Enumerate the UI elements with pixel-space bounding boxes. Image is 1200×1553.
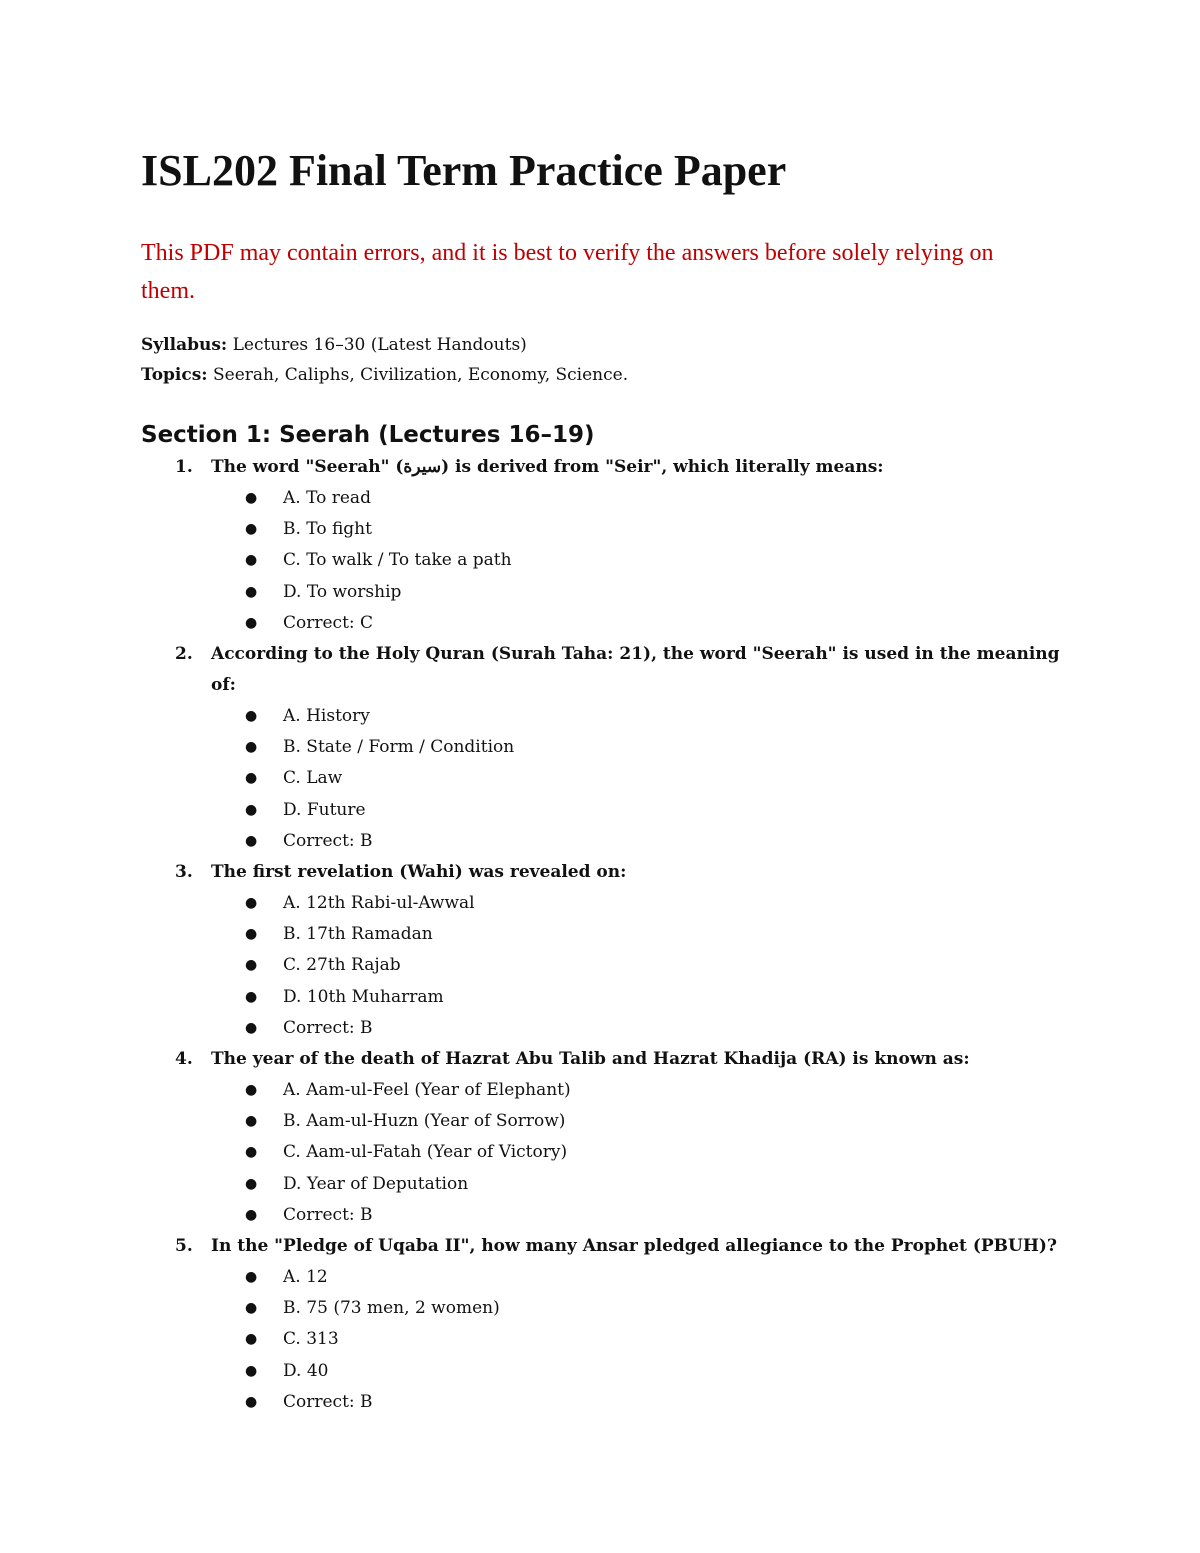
question-number: 5. [175, 1236, 193, 1257]
option-list [141, 888, 1061, 1044]
question-text: According to the Holy Quran (Surah Taha: 21), the word "Seerah" is used in the meaning of: [211, 644, 1060, 696]
syllabus-value: Lectures 16–30 (Latest Handouts) [227, 335, 527, 355]
bullet-icon: ● [245, 832, 258, 849]
option-item [141, 919, 1061, 950]
question-number: 4. [175, 1049, 193, 1070]
document-title: ISL202 Final Term Practice Paper [141, 146, 787, 195]
bullet-icon: ● [245, 521, 258, 538]
bullet-icon: ● [245, 490, 258, 506]
correct-answer-text: Correct: B [283, 830, 373, 851]
bullet-icon: ● [245, 895, 258, 912]
correct-answer [141, 1013, 1061, 1044]
option-text: C. Law [283, 768, 343, 789]
option-item [141, 1137, 1061, 1168]
bullet-icon: ● [245, 1206, 258, 1223]
bullet-icon: ● [245, 988, 258, 1005]
option-text: A. To read [283, 488, 371, 508]
option-item [141, 483, 1061, 514]
option-list [141, 1262, 1061, 1418]
option-text: D. 40 [283, 1360, 329, 1381]
correct-answer-text: Correct: B [283, 1204, 373, 1225]
question-item [141, 1044, 1061, 1231]
bullet-icon: ● [245, 926, 258, 943]
question-text: In the "Pledge of Uqaba II", how many Ansar pledged allegiance to the Prophet (PBUH)? [211, 1236, 1057, 1257]
option-item [141, 1324, 1061, 1355]
option-text: C. Aam-ul-Fatah (Year of Victory) [283, 1142, 568, 1163]
option-item [141, 950, 1061, 981]
bullet-icon: ● [245, 1269, 258, 1286]
option-text: A. 12 [283, 1267, 328, 1288]
bullet-icon: ● [245, 1175, 258, 1192]
question-item [141, 452, 1061, 639]
question-number: 1. [175, 457, 193, 477]
question-number: 3. [175, 862, 193, 883]
option-text: C. 27th Rajab [283, 955, 401, 976]
option-list [141, 701, 1061, 857]
option-text: D. To worship [283, 581, 402, 602]
question-text: The year of the death of Hazrat Abu Talib and Hazrat Khadija (RA) is known as: [211, 1049, 970, 1070]
question-number: 2. [175, 644, 193, 665]
option-text: B. 17th Ramadan [283, 924, 433, 945]
bullet-icon: ● [245, 739, 258, 756]
bullet-icon: ● [245, 801, 258, 818]
option-item [141, 982, 1061, 1013]
bullet-icon: ● [245, 957, 258, 974]
option-item [141, 795, 1061, 826]
syllabus-info [141, 330, 628, 390]
correct-answer [141, 1387, 1061, 1418]
bullet-icon: ● [245, 708, 258, 725]
option-item [141, 577, 1061, 608]
option-text: B. Aam-ul-Huzn (Year of Sorrow) [283, 1111, 566, 1132]
correct-answer [141, 826, 1061, 857]
option-item [141, 732, 1061, 763]
bullet-icon: ● [245, 1331, 258, 1348]
question-list [141, 452, 1061, 1418]
bullet-icon: ● [245, 1144, 258, 1161]
option-text: A. 12th Rabi-ul-Awwal [283, 893, 475, 914]
option-item [141, 1169, 1061, 1200]
bullet-icon: ● [245, 1362, 258, 1379]
option-text: B. State / Form / Condition [283, 737, 515, 758]
correct-answer-text: Correct: C [283, 612, 374, 633]
option-item [141, 701, 1061, 732]
option-list [141, 1075, 1061, 1231]
option-item [141, 888, 1061, 919]
correct-answer-text: Correct: B [283, 1391, 373, 1412]
error-disclaimer: This PDF may contain errors, and it is best to verify the answers before solely relying on them. [141, 240, 994, 304]
bullet-icon: ● [245, 552, 258, 569]
topics-line [141, 360, 628, 390]
syllabus-line [141, 330, 628, 360]
topics-value: Seerah, Caliphs, Civilization, Economy, Science. [207, 365, 629, 385]
topics-label: Topics: [141, 365, 208, 385]
option-text: A. History [283, 706, 370, 727]
option-text: D. Future [283, 799, 366, 820]
correct-answer [141, 1200, 1061, 1231]
bullet-icon: ● [245, 770, 258, 787]
option-text: A. Aam-ul-Feel (Year of Elephant) [283, 1080, 571, 1101]
option-text: B. To fight [283, 519, 372, 540]
correct-answer-text: Correct: B [283, 1017, 373, 1038]
option-item [141, 763, 1061, 794]
correct-answer [141, 608, 1061, 639]
bullet-icon: ● [245, 583, 258, 600]
option-item [141, 1356, 1061, 1387]
option-text: B. 75 (73 men, 2 women) [283, 1298, 500, 1319]
option-text: C. 313 [283, 1329, 339, 1350]
option-item [141, 514, 1061, 545]
section-title: Section 1: Seerah (Lectures 16–19) [141, 422, 595, 448]
bullet-icon: ● [245, 614, 258, 631]
question-item [141, 1231, 1061, 1418]
option-item [141, 1075, 1061, 1106]
option-text: C. To walk / To take a path [283, 550, 512, 571]
question-text: The first revelation (Wahi) was revealed on: [211, 862, 627, 883]
option-text: D. 10th Muharram [283, 986, 444, 1007]
option-list [141, 483, 1061, 639]
bullet-icon: ● [245, 1082, 258, 1099]
option-item [141, 1106, 1061, 1137]
option-text: D. Year of Deputation [283, 1173, 469, 1194]
option-item [141, 1262, 1061, 1293]
question-item [141, 857, 1061, 1044]
option-item [141, 545, 1061, 576]
syllabus-label: Syllabus: [141, 335, 228, 355]
bullet-icon: ● [245, 1393, 258, 1410]
option-item [141, 1293, 1061, 1324]
bullet-icon: ● [245, 1300, 258, 1317]
bullet-icon: ● [245, 1019, 258, 1036]
question-text: The word "Seerah" (سیرة) is derived from "Seir", which literally means: [211, 457, 884, 477]
question-item [141, 639, 1061, 857]
bullet-icon: ● [245, 1113, 258, 1130]
